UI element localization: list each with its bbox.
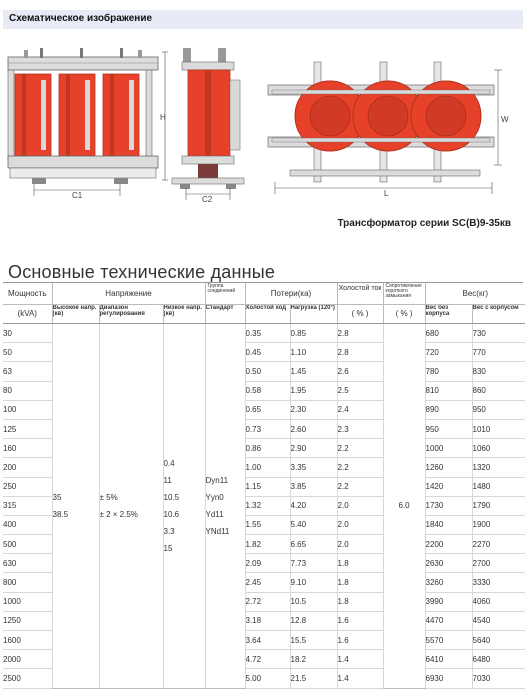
cell-group-value: Yyn0 xyxy=(205,492,224,502)
cell-kva: 2500 xyxy=(3,669,52,688)
cell-lv-value: 0.4 xyxy=(163,458,175,468)
cell-weight-with-case: 6480 xyxy=(472,650,525,669)
head-load: Нагрузка (120°) xyxy=(290,305,337,324)
cell-weight-no-case: 890 xyxy=(425,400,472,419)
cell-weight-no-case: 2630 xyxy=(425,554,472,573)
head-idle: Холостой ход xyxy=(245,305,290,324)
head-voltage: Напряжение xyxy=(52,283,205,305)
svg-text:H: H xyxy=(160,113,166,122)
cell-weight-no-case: 1840 xyxy=(425,515,472,534)
series-caption: Трансформатор серии SC(B)9-35кв xyxy=(337,218,511,229)
table-head-row-1 xyxy=(3,283,525,305)
cell-noload: 1.8 xyxy=(337,592,383,611)
cell-kva: 500 xyxy=(3,535,52,554)
cell-weight-with-case: 5640 xyxy=(472,631,525,650)
head-pct-noload: ( % ) xyxy=(337,305,383,324)
cell-weight-with-case: 4060 xyxy=(472,592,525,611)
section-header-band xyxy=(3,10,523,29)
svg-text:C2: C2 xyxy=(202,195,213,204)
cell-load: 2.60 xyxy=(290,419,337,438)
cell-load: 2.90 xyxy=(290,439,337,458)
cell-lv-value: 15 xyxy=(163,543,173,553)
cell-idle: 5.00 xyxy=(245,669,290,688)
cell-lv-value: 11 xyxy=(163,475,172,485)
cell-weight-with-case: 730 xyxy=(472,324,525,343)
cell-weight-no-case: 6410 xyxy=(425,650,472,669)
cell-idle: 1.32 xyxy=(245,496,290,515)
cell-kva: 1250 xyxy=(3,611,52,630)
cell-idle: 0.58 xyxy=(245,381,290,400)
cell-idle: 4.72 xyxy=(245,650,290,669)
cell-idle: 1.00 xyxy=(245,458,290,477)
head-range: Диапазон регулирования xyxy=(99,305,163,324)
cell-load: 1.10 xyxy=(290,343,337,362)
cell-kva: 30 xyxy=(3,324,52,343)
cell-lv-value: 10.5 xyxy=(163,492,180,502)
cell-noload: 2.8 xyxy=(337,324,383,343)
section-label: Схематическое изображение xyxy=(9,13,153,24)
cell-weight-no-case: 780 xyxy=(425,362,472,381)
cell-idle: 3.64 xyxy=(245,631,290,650)
cell-noload: 1.4 xyxy=(337,650,383,669)
cell-weight-with-case: 7030 xyxy=(472,669,525,688)
cell-range-value: ± 2 × 2.5% xyxy=(99,509,138,519)
cell-lv xyxy=(163,324,205,689)
cell-weight-with-case: 2270 xyxy=(472,535,525,554)
cell-idle: 0.73 xyxy=(245,419,290,438)
cell-noload: 1.8 xyxy=(337,554,383,573)
cell-load: 3.35 xyxy=(290,458,337,477)
head-group: Группа соединений xyxy=(205,283,245,305)
cell-weight-no-case: 3260 xyxy=(425,573,472,592)
cell-idle: 2.45 xyxy=(245,573,290,592)
side-view xyxy=(160,48,244,204)
transformer-schematic xyxy=(0,30,528,215)
cell-load: 0.85 xyxy=(290,324,337,343)
cell-kva: 80 xyxy=(3,381,52,400)
cell-kva: 100 xyxy=(3,400,52,419)
page-title: Основные технические данные xyxy=(8,262,276,282)
cell-weight-with-case: 2700 xyxy=(472,554,525,573)
cell-weight-no-case: 4470 xyxy=(425,611,472,630)
cell-group-value: YNd11 xyxy=(205,526,230,536)
cell-range-value: ± 5% xyxy=(99,492,118,502)
front-view xyxy=(8,48,158,200)
cell-weight-no-case: 2200 xyxy=(425,535,472,554)
cell-noload: 1.6 xyxy=(337,611,383,630)
cell-kva: 1000 xyxy=(3,592,52,611)
cell-noload: 2.4 xyxy=(337,400,383,419)
head-standard: Стандарт xyxy=(205,305,245,324)
cell-lv-value: 10.6 xyxy=(163,509,180,519)
cell-load: 7.73 xyxy=(290,554,337,573)
cell-weight-with-case: 770 xyxy=(472,343,525,362)
cell-idle: 0.86 xyxy=(245,439,290,458)
cell-range xyxy=(99,324,163,689)
cell-weight-no-case: 680 xyxy=(425,324,472,343)
cell-kva: 1600 xyxy=(3,631,52,650)
cell-weight-with-case: 830 xyxy=(472,362,525,381)
cell-load: 4.20 xyxy=(290,496,337,515)
cell-kva: 400 xyxy=(3,515,52,534)
cell-kva: 160 xyxy=(3,439,52,458)
cell-weight-no-case: 1260 xyxy=(425,458,472,477)
cell-group xyxy=(205,324,245,689)
cell-noload: 2.2 xyxy=(337,477,383,496)
head-weight-no-case: Вес без корпуса xyxy=(425,305,472,324)
cell-idle: 2.72 xyxy=(245,592,290,611)
cell-idle: 1.15 xyxy=(245,477,290,496)
cell-weight-with-case: 1320 xyxy=(472,458,525,477)
cell-weight-no-case: 720 xyxy=(425,343,472,362)
cell-impedance: 6.0 xyxy=(383,324,425,689)
head-lv: Низкое напр. (кв) xyxy=(163,305,205,324)
cell-load: 18.2 xyxy=(290,650,337,669)
cell-idle: 0.50 xyxy=(245,362,290,381)
cell-weight-no-case: 5570 xyxy=(425,631,472,650)
cell-load: 5.40 xyxy=(290,515,337,534)
cell-noload: 2.0 xyxy=(337,496,383,515)
cell-kva: 50 xyxy=(3,343,52,362)
cell-noload: 2.8 xyxy=(337,343,383,362)
cell-weight-no-case: 810 xyxy=(425,381,472,400)
cell-hv xyxy=(52,324,99,689)
head-power: Мощность xyxy=(3,283,52,305)
cell-idle: 0.45 xyxy=(245,343,290,362)
cell-noload: 1.8 xyxy=(337,573,383,592)
head-weight: Вес(кг) xyxy=(425,283,525,305)
cell-hv-value: 38.5 xyxy=(52,509,69,519)
svg-text:W: W xyxy=(501,115,509,124)
cell-idle: 2.09 xyxy=(245,554,290,573)
cell-idle: 3.18 xyxy=(245,611,290,630)
cell-weight-no-case: 1420 xyxy=(425,477,472,496)
cell-load: 10.5 xyxy=(290,592,337,611)
cell-noload: 2.0 xyxy=(337,535,383,554)
cell-weight-with-case: 1060 xyxy=(472,439,525,458)
cell-idle: 1.55 xyxy=(245,515,290,534)
cell-group-value: Yd11 xyxy=(205,509,224,519)
svg-text:L: L xyxy=(384,189,389,198)
top-view xyxy=(268,62,509,198)
cell-load: 15.5 xyxy=(290,631,337,650)
head-losses: Потери(ка) xyxy=(245,283,337,305)
cell-weight-with-case: 3330 xyxy=(472,573,525,592)
svg-text:C1: C1 xyxy=(72,191,83,200)
cell-load: 3.85 xyxy=(290,477,337,496)
cell-noload: 2.0 xyxy=(337,515,383,534)
cell-load: 12.8 xyxy=(290,611,337,630)
cell-noload: 1.6 xyxy=(337,631,383,650)
cell-load: 1.45 xyxy=(290,362,337,381)
cell-kva: 315 xyxy=(3,496,52,515)
cell-load: 1.95 xyxy=(290,381,337,400)
cell-weight-with-case: 950 xyxy=(472,400,525,419)
head-pct-impedance: ( % ) xyxy=(383,305,425,324)
cell-hv-value: 35 xyxy=(52,492,62,502)
cell-weight-with-case: 1900 xyxy=(472,515,525,534)
cell-load: 2.30 xyxy=(290,400,337,419)
cell-idle: 0.65 xyxy=(245,400,290,419)
cell-group-value: Dyn11 xyxy=(205,475,229,485)
cell-kva: 200 xyxy=(3,458,52,477)
cell-idle: 1.82 xyxy=(245,535,290,554)
cell-noload: 1.4 xyxy=(337,669,383,688)
cell-kva: 800 xyxy=(3,573,52,592)
cell-weight-no-case: 6930 xyxy=(425,669,472,688)
cell-weight-no-case: 3990 xyxy=(425,592,472,611)
table-head-row-2 xyxy=(3,305,525,324)
head-noload: Холостой ток xyxy=(337,283,383,305)
cell-kva: 125 xyxy=(3,419,52,438)
head-impedance: Сопротивление короткого замыкания xyxy=(383,283,425,305)
cell-load: 9.10 xyxy=(290,573,337,592)
head-hv: Высокое напр. (кв) xyxy=(52,305,99,324)
cell-weight-with-case: 1790 xyxy=(472,496,525,515)
table-row xyxy=(3,324,525,343)
cell-kva: 2000 xyxy=(3,650,52,669)
head-kva: (kVA) xyxy=(3,305,52,324)
cell-weight-with-case: 1480 xyxy=(472,477,525,496)
cell-kva: 63 xyxy=(3,362,52,381)
head-weight-with-case: Вес с корпусом xyxy=(472,305,525,324)
spec-table xyxy=(3,283,525,689)
cell-weight-with-case: 4540 xyxy=(472,611,525,630)
cell-noload: 2.3 xyxy=(337,419,383,438)
cell-noload: 2.6 xyxy=(337,362,383,381)
cell-weight-no-case: 1000 xyxy=(425,439,472,458)
cell-noload: 2.2 xyxy=(337,458,383,477)
cell-weight-no-case: 1730 xyxy=(425,496,472,515)
cell-noload: 2.5 xyxy=(337,381,383,400)
cell-weight-with-case: 1010 xyxy=(472,419,525,438)
cell-idle: 0.35 xyxy=(245,324,290,343)
cell-weight-with-case: 860 xyxy=(472,381,525,400)
cell-noload: 2.2 xyxy=(337,439,383,458)
cell-load: 21.5 xyxy=(290,669,337,688)
cell-kva: 250 xyxy=(3,477,52,496)
cell-load: 6.65 xyxy=(290,535,337,554)
cell-weight-no-case: 950 xyxy=(425,419,472,438)
cell-kva: 630 xyxy=(3,554,52,573)
cell-lv-value: 3.3 xyxy=(163,526,175,536)
